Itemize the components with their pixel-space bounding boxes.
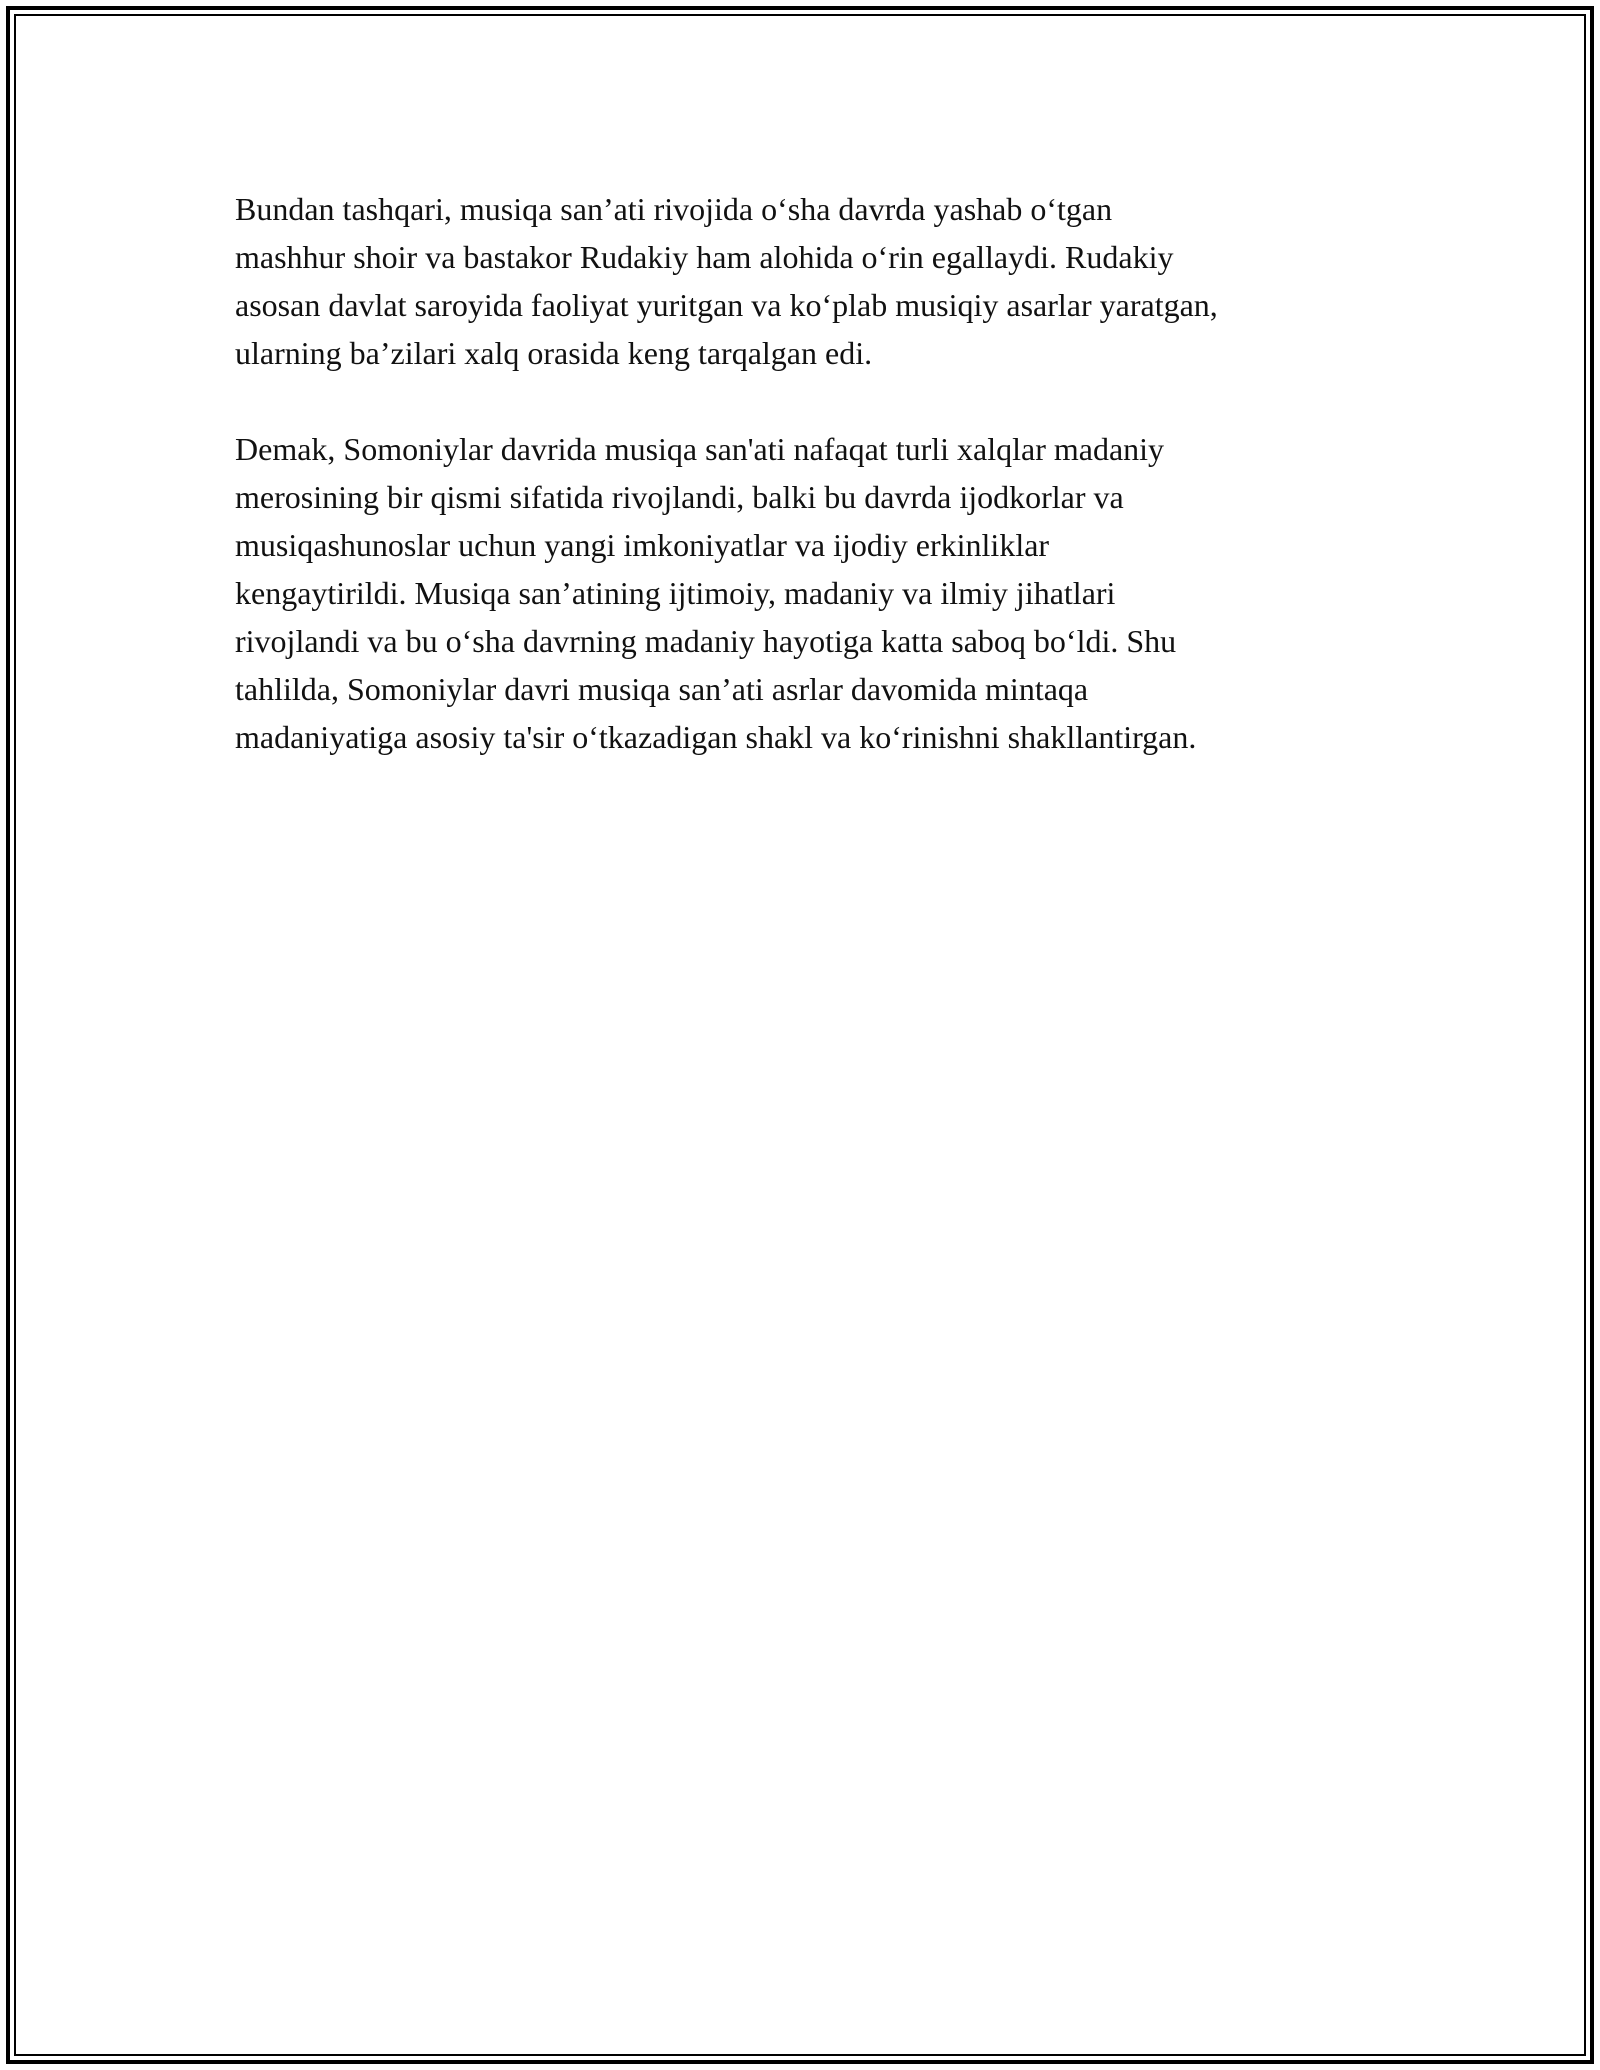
document-body	[235, 185, 1385, 809]
paragraph-conclusion: Demak, Somoniylar davrida musiqa san'ati nafaqat turli xalqlar madaniy merosining bir qismi sifatida rivojlandi, balki bu davrda ijodkorlar va musiqashunoslar uchun yangi imkoniyatlar va ijodiy erkinliklar kengaytirildi. Musiqa san’atining ijtimoiy, madaniy va ilmiy jihatlari rivojlandi va bu o‘sha davrning madaniy hayotiga katta saboq bo‘ldi. Shu tahlilda, Somoniylar davri musiqa san’ati asrlar davomida mintaqa madaniyatiga asosiy ta'sir o‘tkazadigan shakl va ko‘rinishni shakllantirgan.	[235, 431, 1197, 755]
paragraph-rudakiy: Bundan tashqari, musiqa san’ati rivojida o‘sha davrda yashab o‘tgan mashhur shoir va bastakor Rudakiy ham alohida o‘rin egallaydi. Rudakiy asosan davlat saroyida faoliyat yuritgan va ko‘plab musiqiy asarlar yaratgan, ularning ba’zilari xalq orasida keng tarqalgan edi.	[235, 191, 1218, 371]
